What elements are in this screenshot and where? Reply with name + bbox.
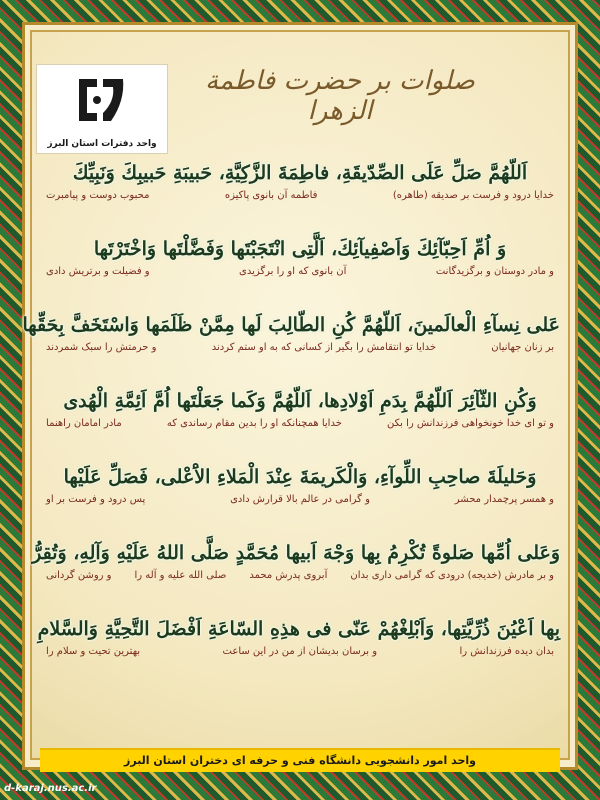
arabic-text: وَعَلى اُمِّها صَلوةً تُكْرِمُ بِها وَجْهَ اَبيها مُحَمَّدٍ صَلَّى اللهُ عَلَيْهِ وَآلِهِ، وَتُقِرُّ bbox=[32, 542, 560, 564]
arabic-text: بِها اَعْيُنَ ذُرِّيَّتِها، وَاَبْلِغْهُمْ عَنّى فى هذِهِ السّاعَةِ اَفْضَلَ التَّحِيَّةِ وَالسَّلامِ bbox=[37, 618, 560, 640]
translation-text: صلی الله علیه و آله را bbox=[134, 570, 227, 581]
translation-row bbox=[40, 186, 560, 206]
translation-row bbox=[40, 262, 560, 282]
logo bbox=[36, 64, 168, 154]
logo-subtitle: واحد دفترات استان البرز bbox=[47, 139, 157, 149]
translation-text: فاطمه آن بانوی پاکیزه bbox=[224, 190, 318, 201]
translation-row bbox=[40, 414, 560, 434]
translation-text: آبروی پدرش محمد bbox=[249, 570, 328, 581]
prayer-line bbox=[40, 388, 560, 464]
prayer-line bbox=[40, 160, 560, 236]
translation-text: خدایا همچنانکه او را بدین مقام رساندی که bbox=[166, 418, 342, 429]
prayer-line bbox=[40, 464, 560, 540]
translation-text: و روشن گردانی bbox=[46, 570, 112, 581]
translation-text: بر زنان جهانیان bbox=[491, 342, 554, 353]
footer-banner: واحد امور دانشجویی دانشگاه فنی و حرفه ای دختران استان البرز bbox=[40, 748, 560, 772]
prayer-line bbox=[40, 236, 560, 312]
translation-row bbox=[40, 490, 560, 510]
translation-text: مادر امامان راهنما bbox=[46, 418, 122, 429]
translation-text: و همسر پرچمدار محشر bbox=[454, 494, 554, 505]
translation-text: و گرامی در عالم بالا قرارش دادی bbox=[230, 494, 370, 505]
prayer-line bbox=[22, 312, 560, 388]
translation-text: و تو ای خدا خونخواهی فرزندانش را بکن bbox=[387, 418, 554, 429]
arabic-text: اَللّهُمَّ صَلِّ عَلَى الصِّدّيقَةِ، فاطِمَةَ الزَّكِيَّةِ، حَبيبَةِ حَبيبِكَ وَنَبِيِّكَ bbox=[72, 162, 528, 184]
translation-text: پس درود و فرست بر او bbox=[46, 494, 146, 505]
arabic-text: وَكُنِ الثّآئِرَ اَللّهُمَّ بِدَمِ اَوْلادِها، اَللّهُمَّ وَكَما جَعَلْتَها اُمَّ اَئِمَّةِ الْهُدى bbox=[63, 390, 537, 412]
translation-text: و بر مادرش (خدیجه) درودی که گرامی داری بدان bbox=[350, 570, 554, 581]
translation-text: محبوب دوست و پیامبرت bbox=[46, 190, 150, 201]
arabic-text: وَحَليلَةَ صاحِبِ اللِّوآءِ، وَالْكَريمَةَ عِنْدَ الْمَلاءِ الاَْعْلى، فَصَلِّ عَلَيْها bbox=[63, 466, 537, 488]
prayer-lines bbox=[22, 160, 560, 692]
translation-text: و حرمتش را سبک شمردند bbox=[46, 342, 157, 353]
prayer-line bbox=[37, 616, 560, 692]
university-logo-icon bbox=[73, 73, 129, 127]
page-title: صلوات بر حضرت فاطمة الزهرا bbox=[205, 66, 475, 126]
arabic-text: وَ اُمِّ اَحِبّآئِكَ وَاَصْفِيآئِكَ، اَلَّتِى انْتَجَبْتَها وَفَضَّلْتَها وَاخْتَرْتَها bbox=[93, 238, 507, 260]
translation-text: بدان دیده فرزندانش را bbox=[459, 646, 554, 657]
translation-row bbox=[40, 642, 560, 662]
website-watermark: d-karaj.nus.ac.ir bbox=[4, 783, 97, 794]
prayer-line bbox=[32, 540, 560, 616]
translation-text: و برسان بدیشان از من در این ساعت bbox=[222, 646, 378, 657]
translation-text: آن بانوی که او را برگزیدی bbox=[239, 266, 347, 277]
translation-row bbox=[40, 566, 560, 586]
translation-text: خدایا درود و فرست بر صدیقه (طاهره) bbox=[392, 190, 554, 201]
arabic-text: عَلى نِسآءِ الْعالَمينَ، اَللّهُمَّ كُنِ الطّالِبَ لَها مِمَّنْ ظَلَمَها وَاسْتَخَفَّ بِحَقِّها bbox=[22, 314, 560, 336]
translation-text: خدایا تو انتقامش را بگیر از کسانی که به او ستم کردند bbox=[211, 342, 437, 353]
translation-text: و مادر دوستان و برگزیدگانت bbox=[435, 266, 554, 277]
translation-text: و فضیلت و برتریش دادی bbox=[46, 266, 150, 277]
translation-text: بهترین تحیت و سلام را bbox=[46, 646, 141, 657]
translation-row bbox=[40, 338, 560, 358]
